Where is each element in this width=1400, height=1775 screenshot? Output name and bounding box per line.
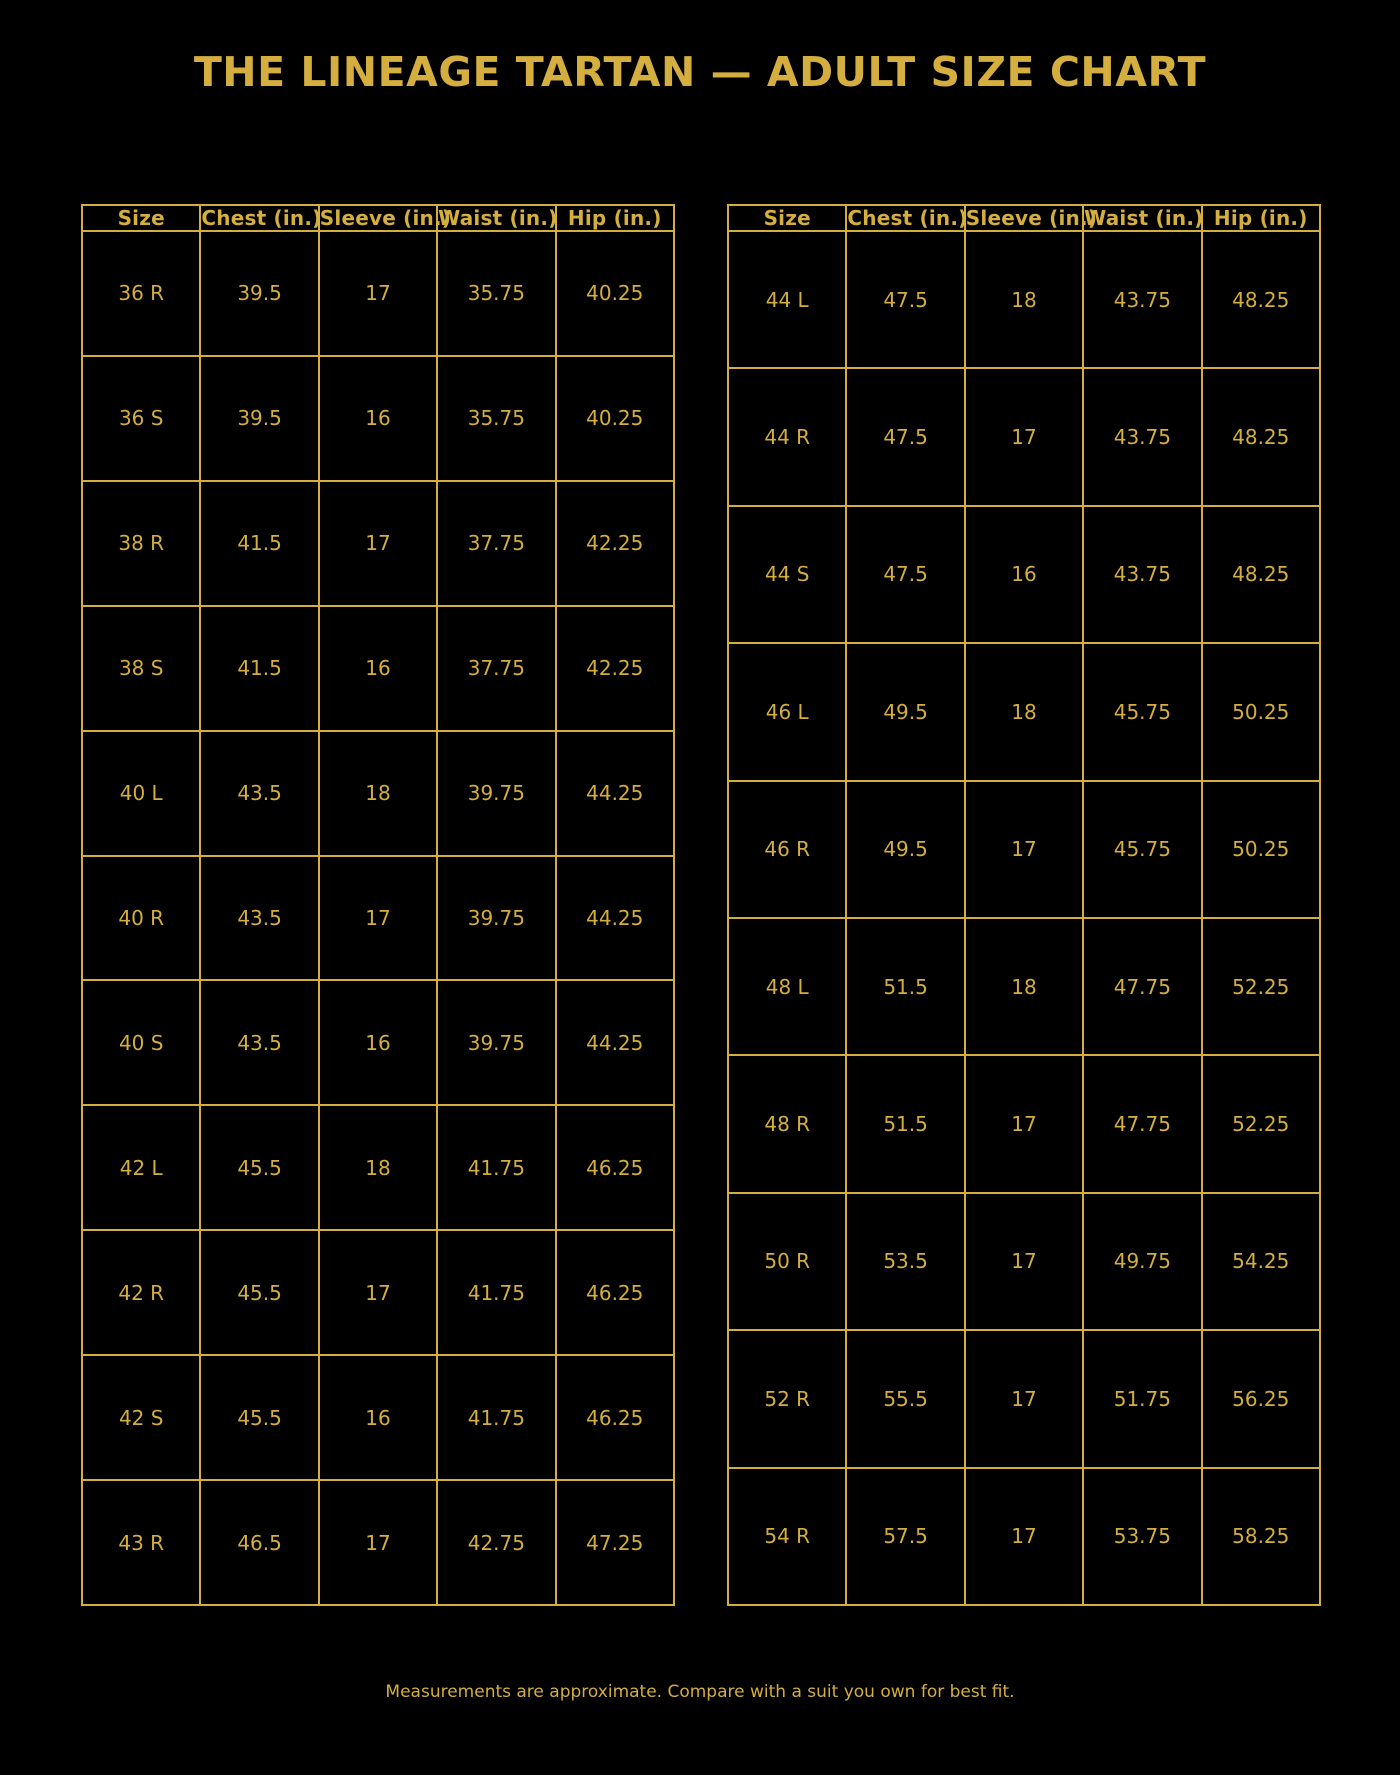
table-row <box>728 1193 1320 1330</box>
cell-waist: 47.75 <box>1083 918 1201 1055</box>
cell-waist: 39.75 <box>437 856 555 981</box>
cell-waist: 51.75 <box>1083 1330 1201 1467</box>
cell-chest: 39.5 <box>200 356 318 481</box>
cell-chest: 47.5 <box>846 368 964 505</box>
cell-size: 54 R <box>728 1468 846 1605</box>
header-hip: Hip (in.) <box>556 205 674 231</box>
cell-chest: 53.5 <box>846 1193 964 1330</box>
cell-hip: 40.25 <box>556 356 674 481</box>
cell-hip: 54.25 <box>1202 1193 1320 1330</box>
cell-size: 50 R <box>728 1193 846 1330</box>
table-header-row <box>82 205 674 231</box>
cell-chest: 39.5 <box>200 231 318 356</box>
cell-waist: 37.75 <box>437 481 555 606</box>
table-row <box>728 918 1320 1055</box>
cell-waist: 37.75 <box>437 606 555 731</box>
cell-chest: 51.5 <box>846 1055 964 1192</box>
table-header-row <box>728 205 1320 231</box>
cell-hip: 44.25 <box>556 731 674 856</box>
cell-hip: 44.25 <box>556 856 674 981</box>
cell-size: 48 R <box>728 1055 846 1192</box>
cell-sleeve: 17 <box>319 1230 437 1355</box>
cell-waist: 35.75 <box>437 356 555 481</box>
cell-hip: 48.25 <box>1202 231 1320 368</box>
cell-sleeve: 17 <box>319 856 437 981</box>
cell-waist: 39.75 <box>437 980 555 1105</box>
cell-hip: 50.25 <box>1202 643 1320 780</box>
cell-sleeve: 17 <box>319 1480 437 1605</box>
cell-size: 52 R <box>728 1330 846 1467</box>
cell-size: 48 L <box>728 918 846 1055</box>
cell-chest: 43.5 <box>200 731 318 856</box>
cell-hip: 46.25 <box>556 1230 674 1355</box>
header-size: Size <box>82 205 200 231</box>
cell-size: 42 L <box>82 1105 200 1230</box>
cell-waist: 41.75 <box>437 1230 555 1355</box>
cell-chest: 49.5 <box>846 781 964 918</box>
cell-sleeve: 18 <box>965 643 1083 780</box>
table-row <box>82 1355 674 1480</box>
cell-waist: 45.75 <box>1083 643 1201 780</box>
cell-chest: 45.5 <box>200 1355 318 1480</box>
cell-size: 38 S <box>82 606 200 731</box>
cell-chest: 47.5 <box>846 231 964 368</box>
cell-hip: 58.25 <box>1202 1468 1320 1605</box>
cell-waist: 39.75 <box>437 731 555 856</box>
cell-hip: 48.25 <box>1202 368 1320 505</box>
table-row <box>728 781 1320 918</box>
cell-hip: 44.25 <box>556 980 674 1105</box>
cell-chest: 41.5 <box>200 606 318 731</box>
cell-sleeve: 16 <box>319 606 437 731</box>
cell-chest: 47.5 <box>846 506 964 643</box>
cell-chest: 43.5 <box>200 980 318 1105</box>
table-row <box>82 1230 674 1355</box>
cell-size: 40 L <box>82 731 200 856</box>
table-row <box>82 1480 674 1605</box>
table-row <box>82 481 674 606</box>
cell-waist: 35.75 <box>437 231 555 356</box>
table-row <box>82 856 674 981</box>
footnote: Measurements are approximate. Compare with a suit you own for best fit. <box>385 1682 1015 1702</box>
cell-size: 44 R <box>728 368 846 505</box>
header-waist: Waist (in.) <box>438 206 558 230</box>
table-row <box>728 506 1320 643</box>
cell-sleeve: 18 <box>319 1105 437 1230</box>
cell-chest: 45.5 <box>200 1105 318 1230</box>
table-row <box>82 356 674 481</box>
cell-size: 44 S <box>728 506 846 643</box>
cell-hip: 52.25 <box>1202 1055 1320 1192</box>
table-row <box>82 731 674 856</box>
cell-waist: 53.75 <box>1083 1468 1201 1605</box>
cell-chest: 49.5 <box>846 643 964 780</box>
cell-sleeve: 17 <box>965 1330 1083 1467</box>
cell-sleeve: 17 <box>965 1193 1083 1330</box>
table-row <box>728 643 1320 780</box>
table-row <box>82 606 674 731</box>
cell-sleeve: 16 <box>319 356 437 481</box>
size-table-right <box>727 204 1321 1606</box>
cell-size: 46 R <box>728 781 846 918</box>
cell-sleeve: 18 <box>965 918 1083 1055</box>
header-waist: Waist (in.) <box>1084 206 1204 230</box>
cell-chest: 57.5 <box>846 1468 964 1605</box>
cell-size: 36 R <box>82 231 200 356</box>
cell-hip: 52.25 <box>1202 918 1320 1055</box>
cell-waist: 43.75 <box>1083 231 1201 368</box>
page-title: THE LINEAGE TARTAN — ADULT SIZE CHART <box>193 48 1207 96</box>
cell-hip: 42.25 <box>556 481 674 606</box>
cell-sleeve: 18 <box>319 731 437 856</box>
cell-chest: 43.5 <box>200 856 318 981</box>
table-row <box>728 368 1320 505</box>
cell-chest: 46.5 <box>200 1480 318 1605</box>
header-chest: Chest (in.) <box>201 206 322 230</box>
cell-size: 42 R <box>82 1230 200 1355</box>
cell-hip: 50.25 <box>1202 781 1320 918</box>
cell-size: 38 R <box>82 481 200 606</box>
cell-size: 46 L <box>728 643 846 780</box>
cell-chest: 55.5 <box>846 1330 964 1467</box>
cell-hip: 46.25 <box>556 1105 674 1230</box>
cell-size: 36 S <box>82 356 200 481</box>
cell-chest: 41.5 <box>200 481 318 606</box>
table-row <box>82 231 674 356</box>
cell-waist: 47.75 <box>1083 1055 1201 1192</box>
size-table-left <box>81 204 675 1606</box>
header-sleeve: Sleeve (in.) <box>319 206 452 230</box>
cell-sleeve: 17 <box>319 481 437 606</box>
cell-hip: 46.25 <box>556 1355 674 1480</box>
cell-sleeve: 17 <box>965 368 1083 505</box>
cell-size: 40 R <box>82 856 200 981</box>
cell-hip: 48.25 <box>1202 506 1320 643</box>
header-hip: Hip (in.) <box>1202 205 1320 231</box>
cell-waist: 43.75 <box>1083 506 1201 643</box>
table-row <box>728 1468 1320 1605</box>
cell-chest: 45.5 <box>200 1230 318 1355</box>
cell-waist: 42.75 <box>437 1480 555 1605</box>
cell-waist: 43.75 <box>1083 368 1201 505</box>
cell-size: 40 S <box>82 980 200 1105</box>
cell-waist: 45.75 <box>1083 781 1201 918</box>
table-row <box>82 1105 674 1230</box>
table-row <box>728 231 1320 368</box>
cell-sleeve: 17 <box>319 231 437 356</box>
cell-hip: 42.25 <box>556 606 674 731</box>
cell-sleeve: 16 <box>319 1355 437 1480</box>
cell-size: 42 S <box>82 1355 200 1480</box>
cell-size: 43 R <box>82 1480 200 1605</box>
cell-sleeve: 17 <box>965 781 1083 918</box>
header-size: Size <box>728 205 846 231</box>
cell-sleeve: 16 <box>319 980 437 1105</box>
table-row <box>728 1055 1320 1192</box>
cell-sleeve: 18 <box>965 231 1083 368</box>
header-chest: Chest (in.) <box>847 206 968 230</box>
cell-sleeve: 17 <box>965 1055 1083 1192</box>
cell-hip: 40.25 <box>556 231 674 356</box>
table-row <box>82 980 674 1105</box>
table-row <box>728 1330 1320 1467</box>
cell-size: 44 L <box>728 231 846 368</box>
cell-waist: 49.75 <box>1083 1193 1201 1330</box>
cell-hip: 47.25 <box>556 1480 674 1605</box>
cell-sleeve: 17 <box>965 1468 1083 1605</box>
cell-sleeve: 16 <box>965 506 1083 643</box>
cell-hip: 56.25 <box>1202 1330 1320 1467</box>
cell-waist: 41.75 <box>437 1355 555 1480</box>
cell-waist: 41.75 <box>437 1105 555 1230</box>
header-sleeve: Sleeve (in.) <box>965 206 1098 230</box>
cell-chest: 51.5 <box>846 918 964 1055</box>
